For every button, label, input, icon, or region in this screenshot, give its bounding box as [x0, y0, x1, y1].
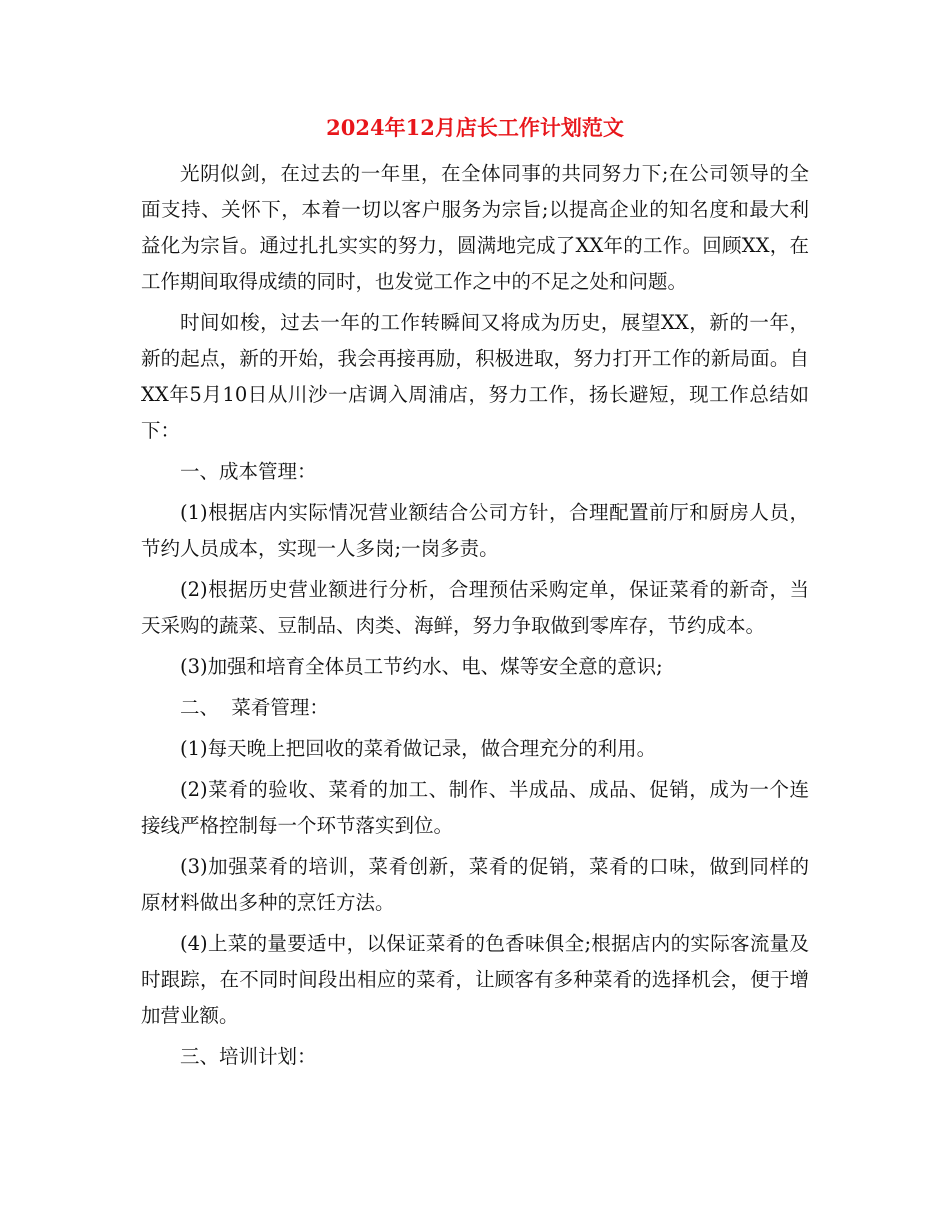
list-item: (1)根据店内实际情况营业额结合公司方针，合理配置前厅和厨房人员，节约人员成本，实现一人多岗;一岗多责。 — [141, 501, 809, 560]
document-body — [141, 156, 809, 1080]
list-item: (3)加强和培育全体员工节约水、电、煤等安全意的意识; — [180, 655, 663, 678]
list-item: (1)每天晚上把回收的菜肴做记录，做合理充分的利用。 — [180, 737, 657, 760]
document-title: 2024年12月店长工作计划范文 — [326, 115, 624, 140]
list-item: (2)根据历史营业额进行分析，合理预估采购定单，保证菜肴的新奇，当天采购的蔬菜、豆制品、肉类、海鲜，努力争取做到零库存，节约成本。 — [141, 578, 809, 637]
paragraph-intro: 光阴似剑，在过去的一年里，在全体同事的共同努力下;在公司领导的全面支持、关怀下，本着一切以客户服务为宗旨;以提高企业的知名度和最大利益化为宗旨。通过扎扎实实的努力，圆满地完成了XX年的工作。回顾XX，在工作期间取得成绩的同时，也发觉工作之中的不足之处和问题。 — [141, 162, 809, 293]
list-item: (4)上菜的量要适中，以保证菜肴的色香味俱全;根据店内的实际客流量及时跟踪，在不同时间段出相应的菜肴，让顾客有多种菜肴的选择机会，便于增加营业额。 — [141, 932, 809, 1027]
section-heading-training: 三、培训计划： — [180, 1045, 317, 1068]
section-heading-cost: 一、成本管理： — [180, 460, 317, 483]
section-heading-dishes: 二、 菜肴管理： — [180, 696, 329, 719]
list-item: (3)加强菜肴的培训，菜肴创新，菜肴的促销，菜肴的口味，做到同样的原材料做出多种的烹饪方法。 — [141, 855, 809, 914]
paragraph-outlook: 时间如梭，过去一年的工作转瞬间又将成为历史，展望XX，新的一年，新的起点，新的开始，我会再接再励，积极进取，努力打开工作的新局面。自XX年5月10日从川沙一店调入周浦店，努力工作，扬长避短，现工作总结如下： — [141, 311, 809, 442]
list-item: (2)菜肴的验收、菜肴的加工、制作、半成品、成品、促销，成为一个连接线严格控制每一个环节落实到位。 — [141, 778, 809, 837]
